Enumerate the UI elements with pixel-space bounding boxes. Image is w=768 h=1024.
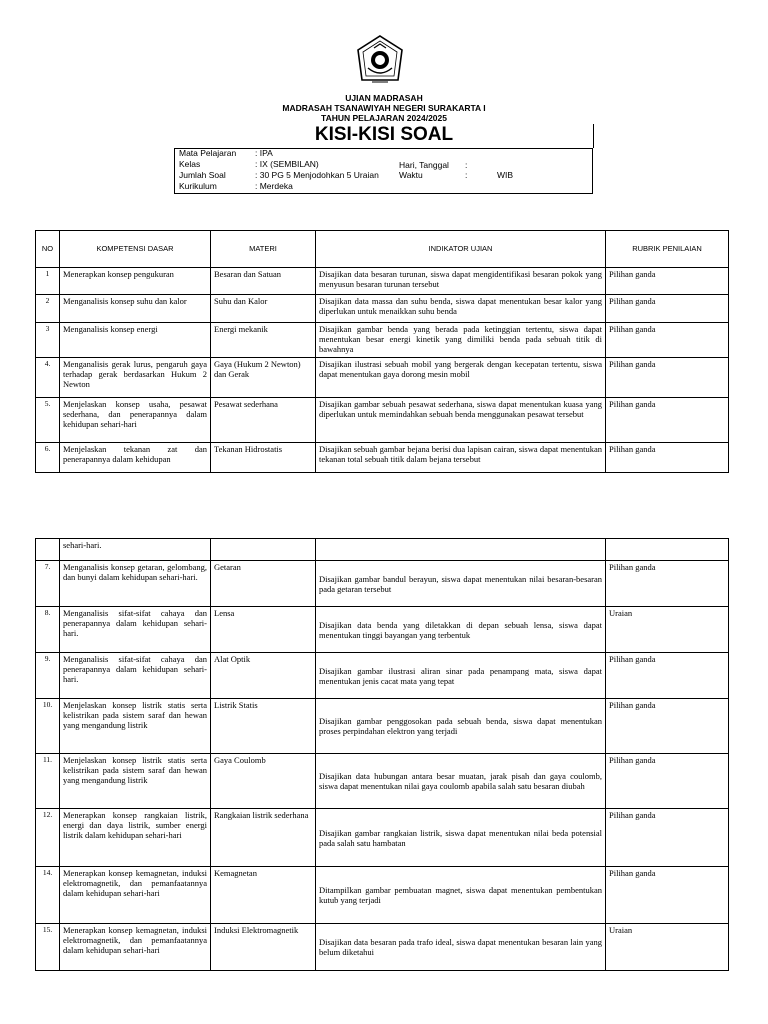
kompetensi-dasar-cell: Menjelaskan konsep listrik statis serta kelistrikan pada sistem saraf dan hewan yang mengandung listrik [60, 699, 211, 754]
indikator-cell: Disajikan ilustrasi sebuah mobil yang bergerak dengan kecepatan tertentu, siswa dapat menentukan gaya dorong mesin mobil [316, 358, 606, 398]
table-row [36, 809, 729, 867]
row-number: 15. [36, 924, 60, 971]
row-number: 1 [36, 268, 60, 295]
row-number: 9. [36, 653, 60, 699]
row-number: 12. [36, 809, 60, 867]
row-number: 4. [36, 358, 60, 398]
waktu-label: Waktu [399, 170, 423, 180]
kelas-label: Kelas [179, 159, 201, 169]
rubrik-cell: Pilihan ganda [606, 867, 729, 924]
table-row [36, 754, 729, 809]
hari-tanggal-label: Hari, Tanggal [399, 160, 449, 170]
kelas-value: : IX (SEMBILAN) [255, 159, 319, 169]
kd-cell: sehari-hari. [60, 539, 211, 561]
rubrik-cell: Pilihan ganda [606, 358, 729, 398]
kisi-table-page2 [35, 538, 729, 971]
indikator-cell: Disajikan gambar rangkaian listrik, siswa dapat menentukan nilai beda potensial pada salah satu hambatan [316, 809, 606, 867]
madrasah-emblem-icon [354, 34, 406, 88]
materi-cell: Alat Optik [211, 653, 316, 699]
jumlah-soal-value: : 30 PG 5 Menjodohkan 5 Uraian [255, 170, 379, 180]
rubrik-cell: Uraian [606, 924, 729, 971]
kompetensi-dasar-cell: Menganalisis sifat-sifat cahaya dan penerapannya dalam kehidupan sehari-hari. [60, 607, 211, 653]
exam-name: UJIAN MADRASAH [345, 93, 423, 103]
waktu-unit: WIB [497, 170, 514, 180]
kompetensi-dasar-cell: Menjelaskan tekanan zat dan penerapannya dalam kehidupan [60, 443, 211, 473]
row-number: 11. [36, 754, 60, 809]
row-number: 10. [36, 699, 60, 754]
header-materi: MATERI [211, 231, 316, 268]
materi-cell: Induksi Elektromagnetik [211, 924, 316, 971]
rubrik-cell: Pilihan ganda [606, 398, 729, 443]
materi-cell: Kemagnetan [211, 867, 316, 924]
materi-cell: Rangkaian listrik sederhana [211, 809, 316, 867]
materi-cell: Suhu dan Kalor [211, 295, 316, 323]
rubrik-cell: Pilihan ganda [606, 699, 729, 754]
header-no: NO [36, 231, 60, 268]
table-row [36, 443, 729, 473]
materi-cell: Lensa [211, 607, 316, 653]
indikator-cell: Disajikan gambar sebuah pesawat sederhana, siswa dapat menentukan kuasa yang diperlukan untuk memindahkan sebuah benda menggunakan pesawat tersebut [316, 398, 606, 443]
table-row [36, 699, 729, 754]
rubrik-cell: Pilihan ganda [606, 443, 729, 473]
rubrik-cell: Pilihan ganda [606, 323, 729, 358]
indikator-cell: Disajikan sebuah gambar bejana berisi dua lapisan cairan, siswa dapat menentukan tekanan total sebuah titik dalam bejana tersebut [316, 443, 606, 473]
rubrik-cell: Pilihan ganda [606, 754, 729, 809]
title-divider [593, 124, 594, 148]
rubrik-cell: Pilihan ganda [606, 653, 729, 699]
kompetensi-dasar-cell: Menganalisis konsep getaran, gelombang, dan bunyi dalam kehidupan sehari-hari. [60, 561, 211, 607]
academic-year: TAHUN PELAJARAN 2024/2025 [321, 113, 447, 123]
materi-cell: Gaya (Hukum 2 Newton) dan Gerak [211, 358, 316, 398]
indikator-cell: Disajikan data besaran pada trafo ideal, siswa dapat menentukan besaran lain yang belum diketahui [316, 924, 606, 971]
rubrik-cell: Pilihan ganda [606, 268, 729, 295]
table-row [36, 924, 729, 971]
kompetensi-dasar-cell: Menganalisis gerak lurus, pengaruh gaya terhadap gerak berdasarkan Hukum 2 Newton [60, 358, 211, 398]
table-row [36, 268, 729, 295]
indikator-cell: Disajikan data hubungan antara besar muatan, jarak pisah dan gaya coulomb, siswa dapat menentukan nilai gaya coulomb apabila salah satu besaran diubah [316, 754, 606, 809]
table-row [36, 653, 729, 699]
hari-tanggal-sep: : [465, 160, 468, 170]
indikator-cell: Disajikan gambar bandul berayun, siswa dapat menentukan nilai besaran-besaran pada getaran tersebut [316, 561, 606, 607]
table-row [36, 323, 729, 358]
indikator-cell: Disajikan data massa dan suhu benda, siswa dapat menentukan besar kalor yang diperlukan untuk menaikkan suhu benda [316, 295, 606, 323]
rubrik-cell: Pilihan ganda [606, 561, 729, 607]
header-kompetensi-dasar: KOMPETENSI DASAR [60, 231, 211, 268]
materi-cell: Besaran dan Satuan [211, 268, 316, 295]
materi-cell: Pesawat sederhana [211, 398, 316, 443]
materi-cell: Listrik Statis [211, 699, 316, 754]
header-indikator: INDIKATOR UJIAN [316, 231, 606, 268]
mapel-value: : IPA [255, 148, 273, 158]
kompetensi-dasar-cell: Menjelaskan konsep usaha, pesawat sederhana, dan penerapannya dalam kehidupan sehari-hari [60, 398, 211, 443]
indikator-cell: Disajikan data besaran turunan, siswa dapat mengidentifikasi besaran pokok yang menyusun besaran turunan tersebut [316, 268, 606, 295]
kompetensi-dasar-cell: Menerapkan konsep pengukuran [60, 268, 211, 295]
jumlah-soal-label: Jumlah Soal [179, 170, 226, 180]
kompetensi-dasar-cell: Menganalisis sifat-sifat cahaya dan penerapannya dalam kehidupan sehari-hari. [60, 653, 211, 699]
table-row [36, 398, 729, 443]
rubrik-cell: Uraian [606, 607, 729, 653]
row-number: 3 [36, 323, 60, 358]
indikator-cell: Ditampilkan gambar pembuatan magnet, siswa dapat menentukan pembentukan kutub yang terjadi [316, 867, 606, 924]
materi-cell: Gaya Coulomb [211, 754, 316, 809]
indikator-cell: Disajikan gambar penggosokan pada sebuah benda, siswa dapat menentukan proses perpindahan elektron yang terjadi [316, 699, 606, 754]
table-row [36, 867, 729, 924]
materi-cell: Getaran [211, 561, 316, 607]
table-row [36, 358, 729, 398]
kurikulum-label: Kurikulum [179, 181, 217, 191]
indikator-cell: Disajikan gambar ilustrasi aliran sinar pada penampang mata, siswa dapat menentukan jenis cacat mata yang tepat [316, 653, 606, 699]
row-number: 8. [36, 607, 60, 653]
indikator-cell: Disajikan gambar benda yang berada pada ketinggian tertentu, siswa dapat menentukan besar energi kinetik yang dimiliki benda pada sebuah titik di bawahnya [316, 323, 606, 358]
row-number: 6. [36, 443, 60, 473]
school-name: MADRASAH TSANAWIYAH NEGERI SURAKARTA I [282, 103, 486, 113]
exam-info-box [174, 148, 593, 194]
kompetensi-dasar-cell: Menganalisis konsep suhu dan kalor [60, 295, 211, 323]
kisi-table-page1 [35, 230, 729, 473]
mapel-label: Mata Pelajaran [179, 148, 237, 158]
kurikulum-value: : Merdeka [255, 181, 293, 191]
indikator-cell: Disajikan data benda yang diletakkan di depan sebuah lensa, siswa dapat menentukan tinggi bayangan yang terbentuk [316, 607, 606, 653]
header-rubrik: RUBRIK PENILAIAN [606, 231, 729, 268]
row-number: 5. [36, 398, 60, 443]
kompetensi-dasar-cell: Menerapkan konsep rangkaian listrik, energi dan daya listrik, sumber energi listrik dalam kehidupan sehari-hari [60, 809, 211, 867]
kompetensi-dasar-cell: Menjelaskan konsep listrik statis serta kelistrikan pada sistem saraf dan hewan yang mengandung listrik [60, 754, 211, 809]
table-row [36, 607, 729, 653]
kompetensi-dasar-cell: Menerapkan konsep kemagnetan, induksi elektromagnetik, dan pemanfaatannya dalam kehidupan sehari-hari [60, 924, 211, 971]
kompetensi-dasar-cell: Menganalisis konsep energi [60, 323, 211, 358]
row-number: 14. [36, 867, 60, 924]
table-row-continuation [36, 539, 729, 561]
row-number: 2 [36, 295, 60, 323]
kompetensi-dasar-cell: Menerapkan konsep kemagnetan, induksi elektromagnetik, dan pemanfaatannya dalam kehidupan sehari-hari [60, 867, 211, 924]
materi-cell: Energi mekanik [211, 323, 316, 358]
table-row [36, 561, 729, 607]
table-row [36, 295, 729, 323]
row-number: 7. [36, 561, 60, 607]
rubrik-cell: Pilihan ganda [606, 295, 729, 323]
waktu-sep: : [465, 170, 468, 180]
page-title: KISI-KISI SOAL [314, 124, 454, 145]
rubrik-cell: Pilihan ganda [606, 809, 729, 867]
materi-cell: Tekanan Hidrostatis [211, 443, 316, 473]
